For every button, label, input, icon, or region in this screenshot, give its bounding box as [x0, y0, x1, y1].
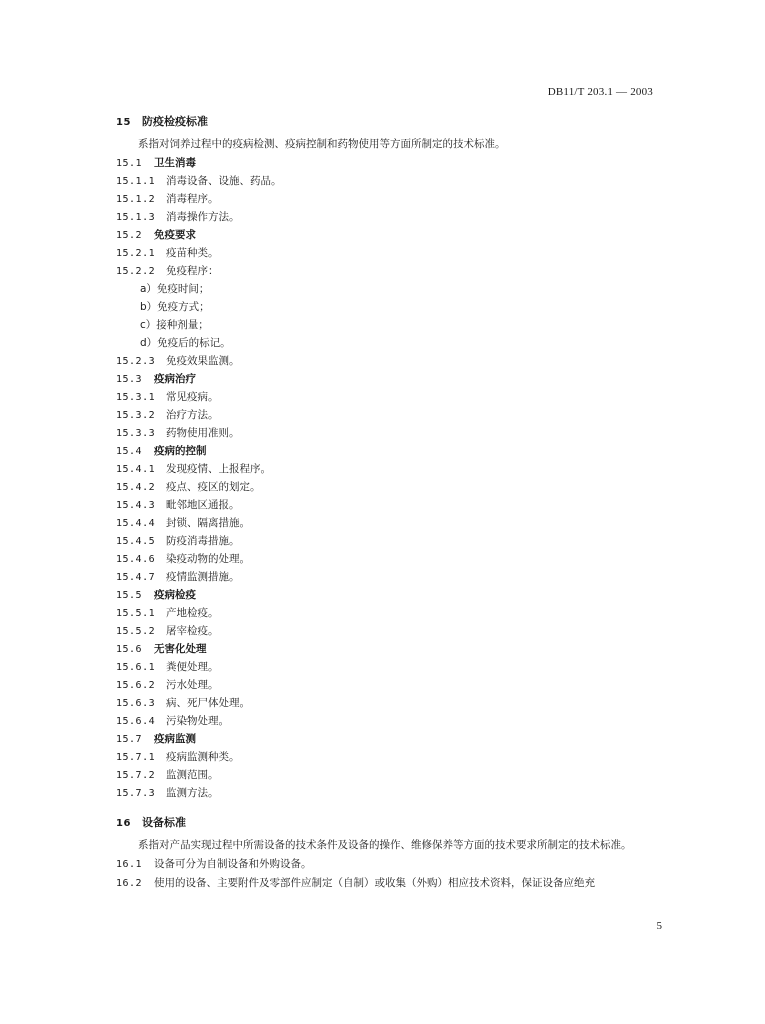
page-number: 5 [656, 920, 662, 932]
clause-number: 16.2 [116, 878, 143, 889]
clause-number: 15.7.3 [116, 788, 156, 799]
clause-text: 毗邻地区通报。 [166, 499, 240, 511]
clause-number: 15.3.3 [116, 428, 156, 439]
clause-text: 粪便处理。 [166, 661, 219, 673]
section-15-2-heading [116, 226, 664, 244]
clause-number: 15.2.2 [116, 266, 156, 277]
clause-number: 15.1.1 [116, 176, 156, 187]
clause-15-5-1 [116, 604, 664, 622]
chapter-15-intro: 系指对饲养过程中的疫病检测、疫病控制和药物使用等方面所制定的技术标准。 [138, 138, 506, 150]
clause-15-1-3 [116, 208, 664, 226]
clause-15-4-3 [116, 496, 664, 514]
section-15-6-heading [116, 640, 664, 658]
clause-text: 消毒操作方法。 [166, 211, 240, 223]
clause-text: 消毒设备、设施、药品。 [166, 175, 282, 187]
clause-text: 监测方法。 [166, 787, 219, 799]
clause-15-6-2 [116, 676, 664, 694]
clause-number: 15.4.4 [116, 518, 156, 529]
clause-number: 15.7.2 [116, 770, 156, 781]
clause-number: 15.4.5 [116, 536, 156, 547]
document-body [116, 113, 664, 893]
clause-15-2-1 [116, 244, 664, 262]
clause-number: 15.5.1 [116, 608, 156, 619]
clause-text: 使用的设备、主要附件及零部件应制定（自制）或收集（外购）相应技术资料，保证设备应绝充 [154, 877, 595, 889]
clause-number: 16.1 [116, 859, 143, 870]
clause-text: 消毒程序。 [166, 193, 219, 205]
clause-15-4-2 [116, 478, 664, 496]
clause-text: 封锁、隔离措施。 [166, 517, 250, 529]
clause-number: 15.1.3 [116, 212, 156, 223]
chapter-title: 设备标准 [142, 816, 186, 829]
clause-15-4-4 [116, 514, 664, 532]
chapter-15-heading [116, 113, 664, 131]
clause-number: 15.1.2 [116, 194, 156, 205]
section-15-1-heading [116, 154, 664, 172]
clause-15-3-3 [116, 424, 664, 442]
clause-15-4-5 [116, 532, 664, 550]
clause-15-2-2 [116, 262, 664, 280]
clause-text: 产地检疫。 [166, 607, 219, 619]
section-15-3-heading [116, 370, 664, 388]
clause-text: 疫病监测种类。 [166, 751, 240, 763]
chapter-16-heading [116, 814, 664, 832]
clause-number: 15.4.6 [116, 554, 156, 565]
clause-number: 15.3.1 [116, 392, 156, 403]
clause-text: 污染物处理。 [166, 715, 229, 727]
clause-text: 治疗方法。 [166, 409, 219, 421]
clause-text: 药物使用准则。 [166, 427, 240, 439]
clause-16-1 [116, 855, 664, 874]
clause-text: 防疫消毒措施。 [166, 535, 240, 547]
clause-text: 常见疫病。 [166, 391, 219, 403]
clause-text: 监测范围。 [166, 769, 219, 781]
clause-text: 设备可分为自制设备和外购设备。 [154, 858, 312, 870]
clause-15-1-2 [116, 190, 664, 208]
clause-number: 15.5.2 [116, 626, 156, 637]
section-number: 15.5 [116, 590, 143, 601]
chapter-number: 16 [116, 818, 131, 829]
clause-number: 15.2.3 [116, 356, 156, 367]
section-title: 疫病的控制 [154, 445, 207, 457]
clause-text: 屠宰检疫。 [166, 625, 219, 637]
section-number: 15.7 [116, 734, 143, 745]
clause-15-5-2 [116, 622, 664, 640]
clause-number: 15.6.2 [116, 680, 156, 691]
list-item-b: b）免疫方式； [140, 301, 210, 313]
document-code: DB11/T 203.1 — 2003 [547, 86, 653, 98]
section-number: 15.1 [116, 158, 143, 169]
clause-15-3-1 [116, 388, 664, 406]
clause-number: 15.2.1 [116, 248, 156, 259]
section-title: 免疫要求 [154, 229, 196, 241]
clause-text: 疫情监测措施。 [166, 571, 240, 583]
clause-text: 病、死尸体处理。 [166, 697, 250, 709]
chapter-title: 防疫检疫标准 [142, 115, 208, 128]
section-title: 无害化处理 [154, 643, 207, 655]
clause-number: 15.4.7 [116, 572, 156, 583]
clause-15-6-1 [116, 658, 664, 676]
clause-15-7-3 [116, 784, 664, 802]
section-number: 15.3 [116, 374, 143, 385]
clause-number: 15.7.1 [116, 752, 156, 763]
clause-15-7-2 [116, 766, 664, 784]
clause-number: 15.6.4 [116, 716, 156, 727]
clause-15-6-3 [116, 694, 664, 712]
section-title: 疫病监测 [154, 733, 196, 745]
clause-15-4-6 [116, 550, 664, 568]
clause-15-3-2 [116, 406, 664, 424]
section-number: 15.2 [116, 230, 143, 241]
clause-15-6-4 [116, 712, 664, 730]
clause-text: 疫点、疫区的划定。 [166, 481, 261, 493]
clause-number: 15.4.1 [116, 464, 156, 475]
clause-text: 免疫程序： [166, 265, 219, 277]
clause-number: 15.3.2 [116, 410, 156, 421]
clause-text: 免疫效果监测。 [166, 355, 240, 367]
section-number: 15.6 [116, 644, 143, 655]
clause-15-1-1 [116, 172, 664, 190]
clause-text: 发现疫情、上报程序。 [166, 463, 271, 475]
list-item-d: d）免疫后的标记。 [140, 337, 231, 349]
section-title: 疫病治疗 [154, 373, 196, 385]
clause-text: 染疫动物的处理。 [166, 553, 250, 565]
section-15-5-heading [116, 586, 664, 604]
section-title: 卫生消毒 [154, 157, 196, 169]
section-15-7-heading [116, 730, 664, 748]
clause-number: 15.4.3 [116, 500, 156, 511]
list-item-c: c）接种剂量； [140, 319, 209, 331]
section-15-4-heading [116, 442, 664, 460]
section-title: 疫病检疫 [154, 589, 196, 601]
clause-number: 15.6.1 [116, 662, 156, 673]
clause-16-2 [116, 874, 664, 893]
chapter-number: 15 [116, 117, 131, 128]
clause-text: 疫苗种类。 [166, 247, 219, 259]
section-number: 15.4 [116, 446, 143, 457]
clause-number: 15.6.3 [116, 698, 156, 709]
clause-text: 污水处理。 [166, 679, 219, 691]
clause-15-7-1 [116, 748, 664, 766]
chapter-16-intro: 系指对产品实现过程中所需设备的技术条件及设备的操作、维修保养等方面的技术要求所制定的技术标准。 [138, 839, 632, 851]
clause-15-2-3 [116, 352, 664, 370]
clause-15-4-7 [116, 568, 664, 586]
clause-15-4-1 [116, 460, 664, 478]
list-item-a: a）免疫时间； [140, 283, 210, 295]
clause-number: 15.4.2 [116, 482, 156, 493]
